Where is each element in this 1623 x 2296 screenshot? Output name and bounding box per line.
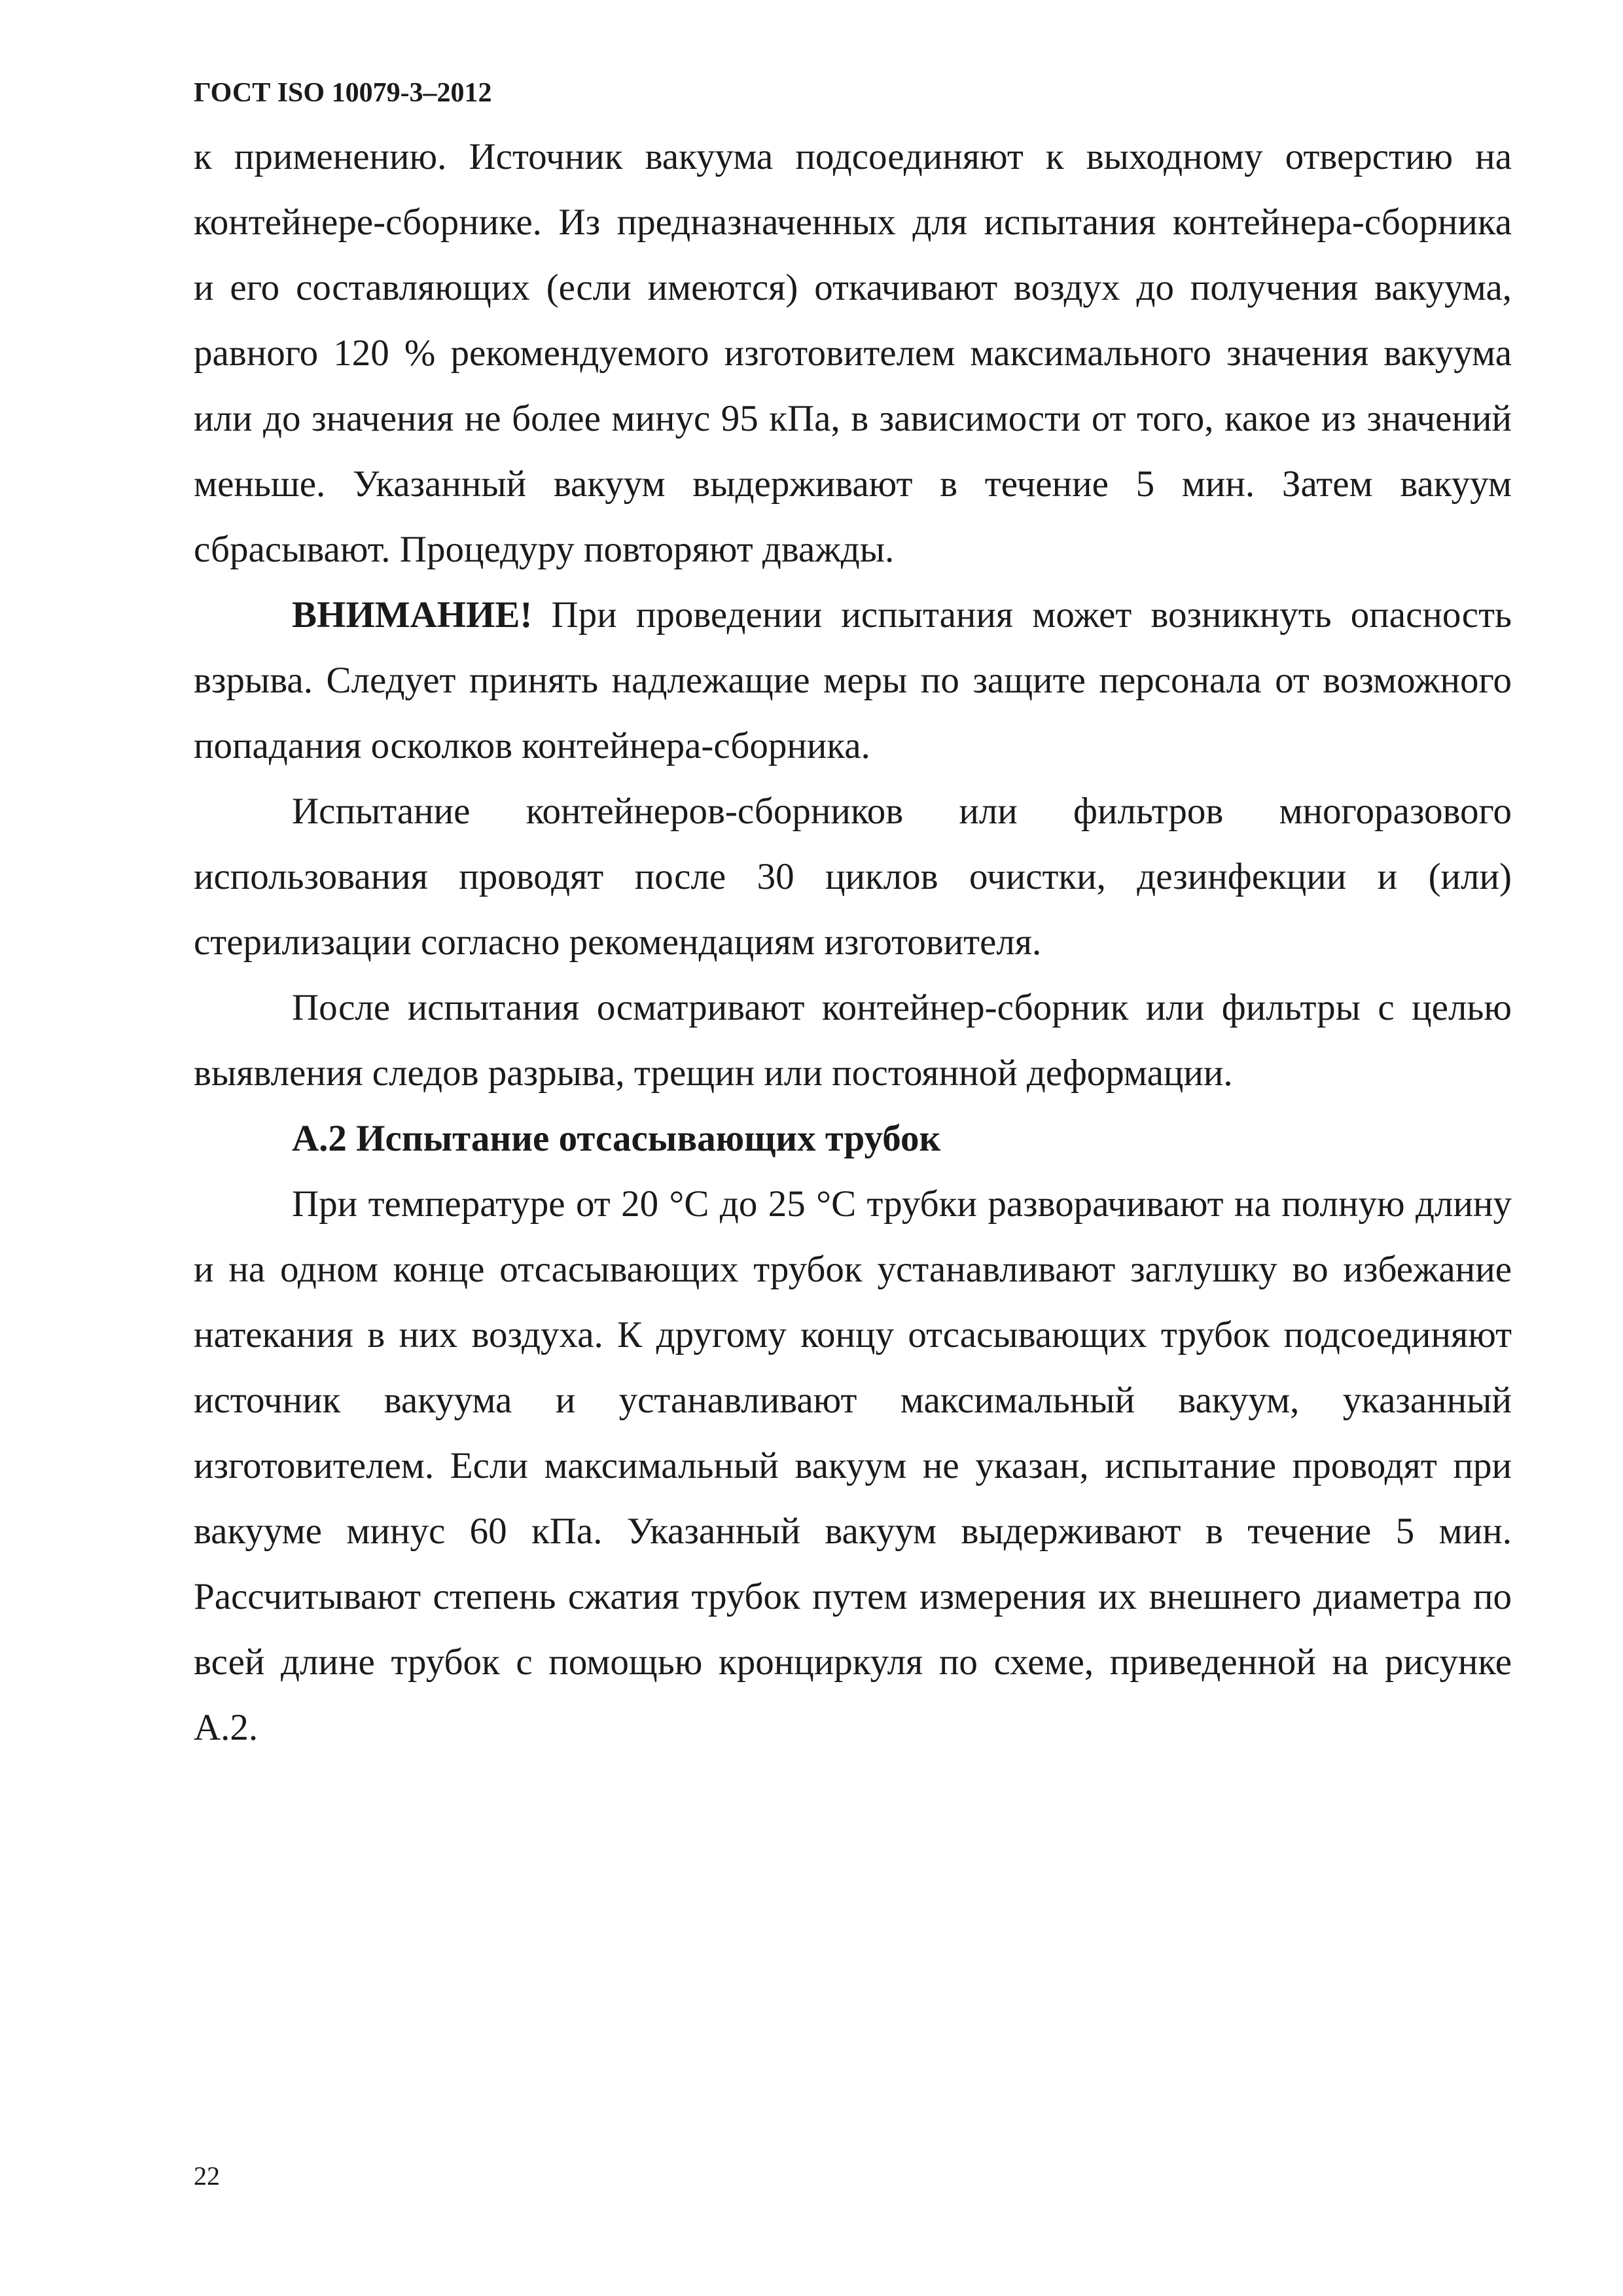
document-body [194,124,1512,1761]
text-line: попадания осколков контейнера-сборника. [194,725,870,766]
text-line: вакууме минус 60 кПа. Указанный вакуум выдерживают в течение 5 мин. [194,1511,1512,1552]
warning-label: ВНИМАНИЕ! [292,594,533,636]
text-line: источник вакуума и устанавливают максимальный вакуум, указанный [194,1380,1512,1421]
text-line: стерилизации согласно рекомендациям изготовителя. [194,922,1042,963]
text-line: и его составляющих (если имеются) откачивают воздух до получения вакуума, [194,267,1512,308]
text-line: При температуре от 20 °С до 25 °С трубки разворачивают на полную длину [292,1183,1512,1225]
paragraph-suction-tubes-test [194,1172,1512,1761]
text-line: изготовителем. Если максимальный вакуум не указан, испытание проводят при [194,1445,1512,1486]
text-line: к применению. Источник вакуума подсоединяют к выходному отверстию на [194,136,1512,177]
paragraph-reusable-containers [194,779,1512,975]
text-line [194,583,1512,648]
text-line: сбрасывают. Процедуру повторяют дважды. [194,529,895,570]
text-line: Испытание контейнеров-сборников или фильтров многоразового [292,791,1512,832]
text-line: А.2. [194,1707,259,1748]
text-line: использования проводят после 30 циклов очистки, дезинфекции и (или) [194,856,1512,897]
text-line: меньше. Указанный вакуум выдерживают в течение 5 мин. Затем вакуум [194,463,1512,505]
warning-text: При проведении испытания может возникнуть опасность [532,594,1512,636]
paragraph-warning [194,583,1512,779]
text-line: Рассчитывают степень сжатия трубок путем измерения их внешнего диаметра по [194,1576,1512,1617]
paragraph-vacuum-test-continuation [194,124,1512,583]
paragraph-inspection [194,975,1512,1106]
text-line: После испытания осматривают контейнер-сборник или фильтры с целью [292,987,1512,1028]
text-line: и на одном конце отсасывающих трубок устанавливают заглушку во избежание [194,1249,1512,1290]
text-line: равного 120 % рекомендуемого изготовителем максимального значения вакуума [194,332,1512,374]
text-line: натекания в них воздуха. К другому концу отсасывающих трубок подсоединяют [194,1314,1512,1355]
page-number: 22 [194,2161,220,2191]
section-heading-a2 [194,1106,1512,1172]
section-heading: А.2 Испытание отсасывающих трубок [292,1118,941,1159]
text-line: выявления следов разрыва, трещин или постоянной деформации. [194,1052,1233,1094]
text-line: всей длине трубок с помощью кронциркуля по схеме, приведенной на рисунке [194,1641,1512,1683]
document-header: ГОСТ ISO 10079-3–2012 [194,78,492,108]
text-line: взрыва. Следует принять надлежащие меры по защите персонала от возможного [194,660,1512,701]
text-line: контейнере-сборнике. Из предназначенных для испытания контейнера-сборника [194,202,1512,243]
text-line: или до значения не более минус 95 кПа, в зависимости от того, какое из значений [194,398,1512,439]
